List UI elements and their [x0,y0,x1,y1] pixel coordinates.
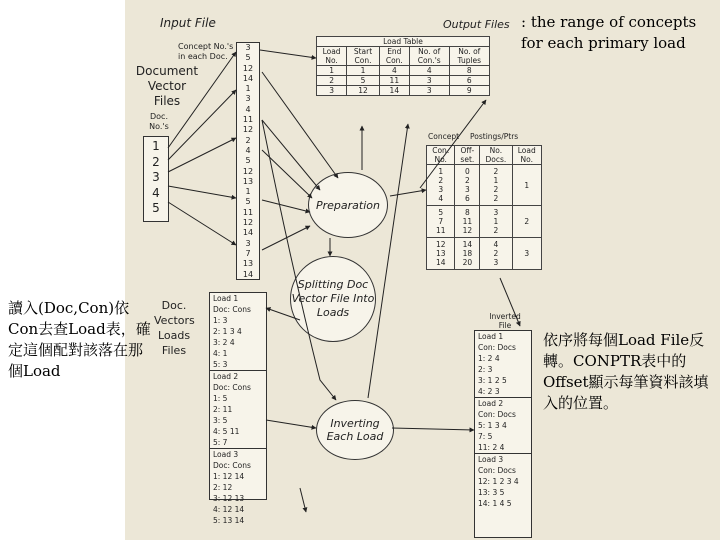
concept-number: 14 [242,228,254,238]
concept-number: 12 [242,166,254,176]
load-table-cell: 1 [347,66,380,76]
concept-number: 14 [242,269,254,279]
load-table-header: Load No. [317,47,347,66]
conptr-value: 4 [493,240,499,249]
conptr-value: 2 [438,176,444,185]
load-file-row: 4: 12 14 [213,505,245,514]
load-file-row: 4: 5 11 [213,427,240,436]
load-file-row: 3: 5 [213,416,228,425]
conptr-value: 5 [438,208,444,217]
concept-number: 1 [245,84,251,94]
conptr-value: 14 [435,258,446,267]
conptr-load-no: 2 [512,206,541,238]
inverted-file-title: Load 3 [478,455,504,464]
document-vector-files-label: Document Vector Files [135,64,199,108]
conptr-value: 2 [493,167,499,176]
load-file-title: Load 1 [213,294,239,303]
load-file-row: 5: 13 14 [213,516,245,525]
concept-number: 12 [242,63,254,73]
load-file-title: Load 3 [213,450,239,459]
inverted-file-title: Load 2 [478,399,504,408]
annotation-right: 依序將每個Load File反轉。CONPTR表中的Offset顯示每筆資料該填入的位置。 [543,331,709,412]
conptr-load-no: 3 [512,238,541,270]
load-file-row: 5: 3 [213,360,228,369]
load-file-title: Load 2 [213,372,239,381]
doc-number: 3 [152,170,160,184]
load-file-row: 4: 1 [213,349,228,358]
load-table-header: End Con. [379,47,409,66]
conptr-value: 6 [464,194,470,203]
inverted-file-row: 1: 2 4 [478,354,500,363]
load-file-header: Doc: Cons [213,383,251,392]
load-table-cell: 9 [449,86,489,96]
inverted-file-row: 3: 1 2 5 [478,376,507,385]
load-file-row: 2: 1 3 4 [213,327,242,336]
load-file-row: 1: 5 [213,394,228,403]
preparation-process: Preparation [308,172,388,238]
conptr-value: 8 [464,208,470,217]
conptr-value: 12 [435,240,446,249]
concept-number: 2 [245,135,251,145]
output-files-label: Output Files [443,18,510,31]
inverted-file-header: Con: Docs [478,466,516,475]
load-table-cell: 3 [409,86,449,96]
load-table-title: Load Table [317,37,490,47]
concept-number: 13 [242,259,254,269]
inverting-process: Inverting Each Load [316,400,394,460]
annotation-left: 讀入(Doc,Con)依Con去查Load表，確定這個配對該落在那個Load [8,299,151,380]
concept-number: 11 [242,115,254,125]
concept-number: 4 [245,145,251,155]
load-file-header: Doc: Cons [213,305,251,314]
inverted-file-row: 4: 2 3 [478,387,500,396]
conptr-value: 14 [462,240,473,249]
doc-number: 5 [152,201,160,215]
load-table-cell: 5 [347,76,380,86]
postings-ptrs-label: Postings/Ptrs [470,132,519,141]
conptr-value: 13 [435,249,446,258]
inverted-file-row: 14: 1 4 5 [478,499,512,508]
splitting-process: Splitting Doc Vector File Into Loads [290,256,376,342]
concept-number: 5 [245,156,251,166]
load-table-cell: 11 [379,76,409,86]
concept-number: 5 [245,197,251,207]
load-table-header: No. of Con.'s [409,47,449,66]
conptr-value: 7 [438,217,444,226]
conptr-value: 1 [493,217,499,226]
load-file-row: 2: 11 [213,405,233,414]
inverted-file-header: Con: Docs [478,343,516,352]
conptr-header: Load No. [512,146,541,165]
load-table-cell: 8 [449,66,489,76]
conptr-value: 3 [464,185,470,194]
doc-number: 4 [152,185,160,200]
conptr-value: 3 [493,208,499,217]
annotation-top: : the range of concepts for each primary load [521,13,697,52]
load-table-cell: 4 [379,66,409,76]
conptr-value: 0 [464,167,470,176]
concept-number: 4 [245,104,251,114]
doc-nos-label: Doc. No.'s [149,112,169,131]
conptr-value: 11 [462,217,473,226]
inverted-file-header: Con: Docs [478,410,516,419]
conptr-value: 11 [435,226,446,235]
conptr-header: No. Docs. [480,146,512,165]
concept-number: 3 [245,94,251,104]
inverted-file-label: Inverted File [489,312,521,330]
conptr-value: 3 [493,258,499,267]
load-table-cell: 1 [317,66,347,76]
load-table-cell: 6 [449,76,489,86]
concept-number: 3 [245,238,251,248]
conptr-value: 1 [493,176,499,185]
inverted-file-row: 5: 1 3 4 [478,421,507,430]
conptr-header: Con. No. [427,146,455,165]
load-file-row: 3: 2 4 [213,338,235,347]
doc-number: 2 [152,154,160,169]
load-file-row: 5: 7 [213,438,228,447]
input-file-label: Input File [160,16,216,30]
doc-vectors-loads-files-label: Doc. Vectors Loads Files [154,299,195,357]
load-table-cell: 4 [409,66,449,76]
concept-number: 3 [245,43,251,52]
load-file-row: 1: 12 14 [213,472,245,481]
concept-number: 7 [245,248,251,258]
load-file-row: 1: 3 [213,316,228,325]
conptr-value: 2 [464,176,470,185]
inverted-file-row: 11: 2 4 [478,443,505,452]
conptr-value: 12 [462,226,473,235]
inverted-file-row: 12: 1 2 3 4 [478,477,519,486]
conptr-value: 1 [438,167,444,176]
concept-nos-label: Concept No.'s in each Doc. [178,42,234,61]
conptr-header: Off-set. [455,146,480,165]
load-table-header: Start Con. [347,47,380,66]
conptr-value: 2 [493,185,499,194]
conptr-value: 18 [462,249,473,258]
concept-number: 11 [242,207,254,217]
inverted-file-row: 7: 5 [478,432,493,441]
load-table-cell: 3 [317,86,347,96]
concept-number: 5 [245,53,251,63]
concept-number: 12 [242,218,254,228]
conptr-value: 2 [493,226,499,235]
load-table-cell: 2 [317,76,347,86]
load-file-row: 3: 12 13 [213,494,245,503]
doc-number: 1 [152,139,160,153]
conptr-value: 20 [462,258,473,267]
load-table-cell: 14 [379,86,409,96]
inverted-file-row: 2: 3 [478,365,493,374]
inverted-file-title: Load 1 [478,332,504,341]
load-file-row: 2: 12 [213,483,233,492]
conptr-value: 4 [438,194,444,203]
load-file-header: Doc: Cons [213,461,251,470]
load-table-cell: 12 [347,86,380,96]
concept-number: 12 [242,125,254,135]
conptr-value: 2 [493,194,499,203]
concept-number: 14 [242,73,254,83]
inverted-file-row: 13: 3 5 [478,488,505,497]
load-table-cell: 3 [409,76,449,86]
conptr-value: 2 [493,249,499,258]
load-table-header: No. of Tuples [449,47,489,66]
concept-number: 1 [245,187,251,197]
concept-number: 13 [242,176,254,186]
conptr-load-no: 1 [512,165,541,206]
concept-label: Concept [428,132,460,141]
conptr-value: 3 [438,185,444,194]
